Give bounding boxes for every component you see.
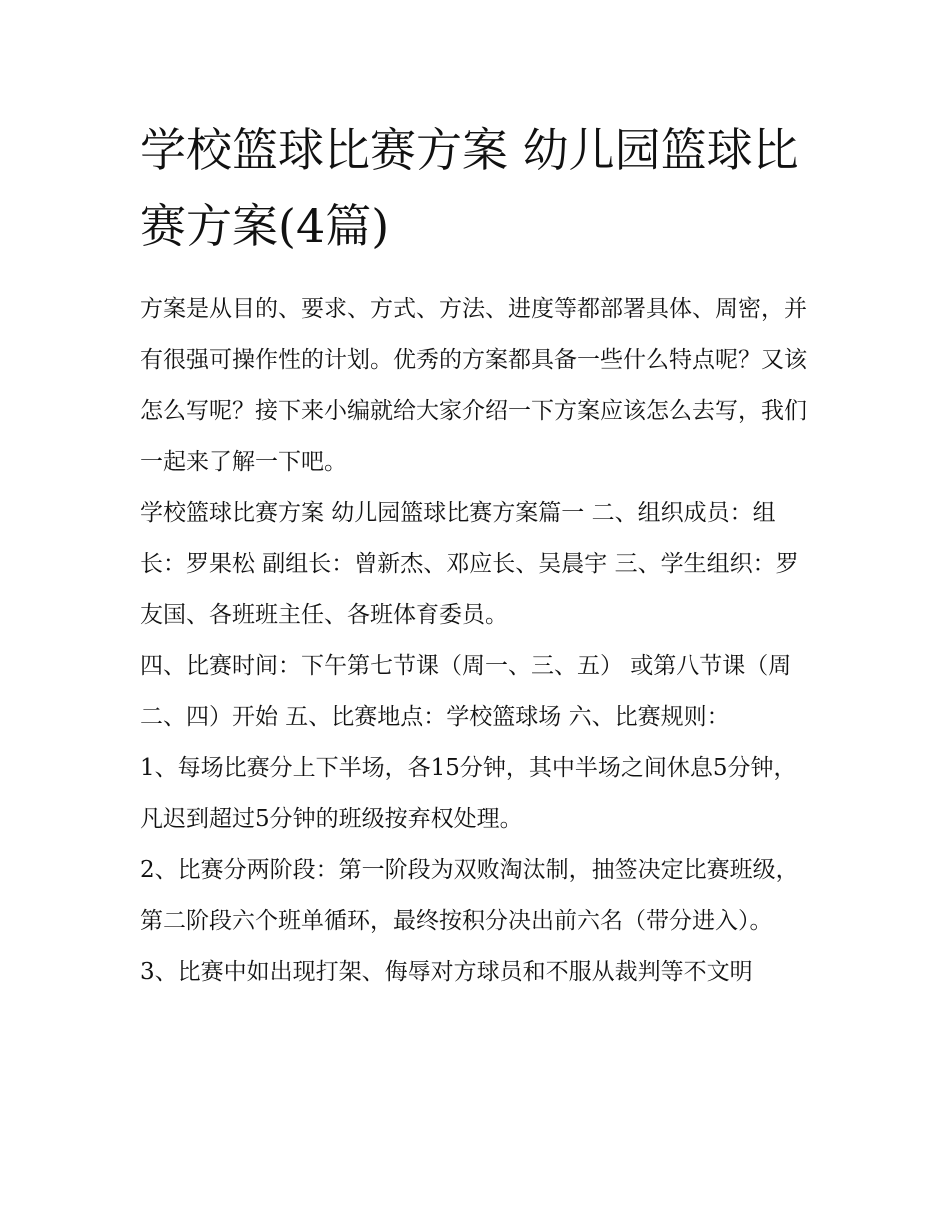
rule-3-paragraph: 3、比赛中如出现打架、侮辱对方球员和不服从裁判等不文明 xyxy=(140,959,753,985)
rule-1-paragraph: 1、每场比赛分上下半场，各15分钟，其中半场之间休息5分钟，凡迟到超过5分钟的班级按弃权处理。 xyxy=(140,755,797,832)
schedule-paragraph: 四、比赛时间：下午第七节课（周一、三、五） 或第八节课（周二、四）开始 五、比赛地点：学校篮球场 六、比赛规则： xyxy=(140,653,792,730)
organization-paragraph: 学校篮球比赛方案 幼儿园篮球比赛方案篇一 二、组织成员：组长：罗果松 副组长：曾新杰、邓应长、吴晨宇 三、学生组织：罗友国、各班班主任、各班体育委员。 xyxy=(140,500,799,628)
title-spacer xyxy=(140,264,815,284)
intro-paragraph: 方案是从目的、要求、方式、方法、进度等都部署具体、周密，并有很强可操作性的计划。优秀的方案都具备一些什么特点呢？又该怎么写呢？接下来小编就给大家介绍一下方案应该怎么去写，我们一起来了解一下吧。 xyxy=(140,296,807,475)
document-title: 学校篮球比赛方案 幼儿园篮球比赛方案(4篇) xyxy=(140,123,799,253)
rule-2-paragraph: 2、比赛分两阶段：第一阶段为双败淘汰制，抽签决定比赛班级，第二阶段六个班单循环，最终按积分决出前六名（带分进入）。 xyxy=(140,857,799,934)
document-body xyxy=(140,112,815,998)
